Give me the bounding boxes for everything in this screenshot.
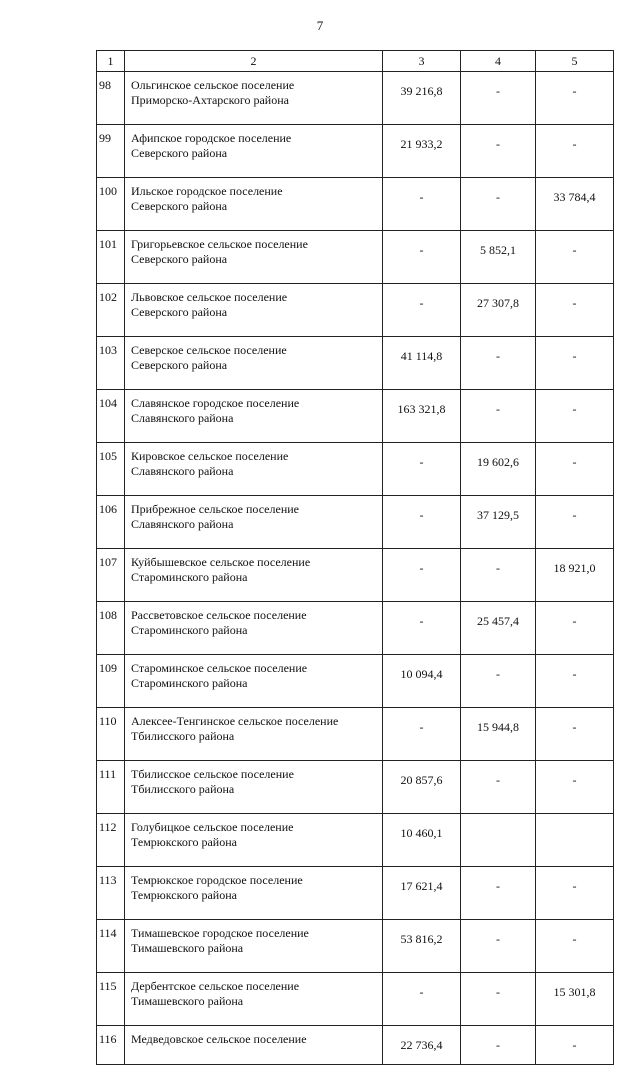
- table-row: [97, 920, 614, 973]
- value-col-4: 19 602,6: [461, 443, 536, 496]
- row-number: 111: [97, 761, 125, 814]
- settlement-name-line1: Рассветовское сельское поселение: [131, 608, 307, 622]
- value-col-5: -: [536, 390, 614, 443]
- settlement-name-line1: Львовское сельское поселение: [131, 290, 288, 304]
- settlement-name: [125, 814, 383, 867]
- row-number: 109: [97, 655, 125, 708]
- value-col-4: 27 307,8: [461, 284, 536, 337]
- row-number: 100: [97, 178, 125, 231]
- table-row: [97, 443, 614, 496]
- settlement-name-line2: Староминского района: [131, 676, 248, 690]
- value-col-4: -: [461, 337, 536, 390]
- value-col-3: 39 216,8: [383, 72, 461, 125]
- settlement-name-line1: Темрюкское городское поселение: [131, 873, 303, 887]
- settlement-name-line2: Староминского района: [131, 570, 248, 584]
- settlement-name-line2: Темрюкского района: [131, 835, 237, 849]
- header-cell: 4: [461, 51, 536, 72]
- row-number: 105: [97, 443, 125, 496]
- settlement-name: [125, 867, 383, 920]
- settlement-name-line2: Тимашевского района: [131, 994, 244, 1008]
- value-col-5: [536, 814, 614, 867]
- value-col-5: -: [536, 1026, 614, 1065]
- settlement-name-line2: Приморско-Ахтарского района: [131, 93, 289, 107]
- value-col-5: -: [536, 496, 614, 549]
- value-col-3: 10 460,1: [383, 814, 461, 867]
- value-col-5: -: [536, 231, 614, 284]
- value-col-4: -: [461, 390, 536, 443]
- table-row: [97, 761, 614, 814]
- value-col-3: 41 114,8: [383, 337, 461, 390]
- row-number: 116: [97, 1026, 125, 1065]
- settlement-name: [125, 761, 383, 814]
- settlement-name: [125, 496, 383, 549]
- settlement-name-line1: Дербентское сельское поселение: [131, 979, 300, 993]
- settlement-name-line1: Григорьевское сельское поселение: [131, 237, 308, 251]
- settlement-name-line1: Куйбышевское сельское поселение: [131, 555, 311, 569]
- header-cell: 1: [97, 51, 125, 72]
- value-col-5: -: [536, 284, 614, 337]
- settlement-name-line1: Ильское городское поселение: [131, 184, 283, 198]
- value-col-5: 15 301,8: [536, 973, 614, 1026]
- value-col-3: -: [383, 973, 461, 1026]
- value-col-4: -: [461, 1026, 536, 1065]
- settlement-name-line2: Северского района: [131, 305, 228, 319]
- settlement-name-line2: Северского района: [131, 199, 228, 213]
- value-col-4: -: [461, 655, 536, 708]
- table-row: [97, 72, 614, 125]
- settlement-name-line2: Северского района: [131, 358, 228, 372]
- settlement-name-line1: Ольгинское сельское поселение: [131, 78, 295, 92]
- value-col-5: -: [536, 125, 614, 178]
- value-col-4: 37 129,5: [461, 496, 536, 549]
- header-cell: 2: [125, 51, 383, 72]
- value-col-3: -: [383, 708, 461, 761]
- value-col-4: -: [461, 125, 536, 178]
- settlement-name: [125, 655, 383, 708]
- settlement-name: [125, 337, 383, 390]
- settlement-name-line1: Староминское сельское поселение: [131, 661, 308, 675]
- settlement-name: [125, 708, 383, 761]
- settlement-name-line2: Тимашевского района: [131, 941, 244, 955]
- value-col-4: 5 852,1: [461, 231, 536, 284]
- settlement-name-line2: Тбилисского района: [131, 729, 235, 743]
- settlement-name-line2: Славянского района: [131, 464, 234, 478]
- table-row: [97, 814, 614, 867]
- settlement-name-line1: Алексее-Тенгинское сельское поселение: [131, 714, 339, 728]
- table-row: [97, 390, 614, 443]
- settlement-name-line2: Темрюкского района: [131, 888, 237, 902]
- settlement-name-line2: Староминского района: [131, 623, 248, 637]
- row-number: 110: [97, 708, 125, 761]
- table-row: [97, 973, 614, 1026]
- table-header-row: [97, 51, 614, 72]
- table-row: [97, 337, 614, 390]
- table-row: [97, 549, 614, 602]
- settlement-name-line1: Афипское городское поселение: [131, 131, 292, 145]
- settlement-name-line1: Северское сельское поселение: [131, 343, 287, 357]
- value-col-3: -: [383, 443, 461, 496]
- settlement-name: [125, 549, 383, 602]
- settlement-name-line2: Северского района: [131, 252, 228, 266]
- settlement-name-line1: Тимашевское городское поселение: [131, 926, 309, 940]
- settlement-name-line1: Медведовское сельское поселение: [131, 1032, 307, 1046]
- settlement-name: [125, 72, 383, 125]
- settlement-name-line2: Славянского района: [131, 411, 234, 425]
- settlement-name-line1: Прибрежное сельское поселение: [131, 502, 299, 516]
- table-row: [97, 1026, 614, 1065]
- settlement-name: [125, 125, 383, 178]
- settlement-name: [125, 231, 383, 284]
- value-col-4: -: [461, 761, 536, 814]
- value-col-5: -: [536, 602, 614, 655]
- value-col-3: 163 321,8: [383, 390, 461, 443]
- settlement-name: [125, 178, 383, 231]
- table-row: [97, 496, 614, 549]
- row-number: 108: [97, 602, 125, 655]
- settlement-name: [125, 443, 383, 496]
- value-col-3: -: [383, 284, 461, 337]
- row-number: 104: [97, 390, 125, 443]
- header-cell: 5: [536, 51, 614, 72]
- value-col-3: 22 736,4: [383, 1026, 461, 1065]
- value-col-4: 25 457,4: [461, 602, 536, 655]
- page-number: 7: [316, 18, 324, 33]
- value-col-3: 53 816,2: [383, 920, 461, 973]
- row-number: 106: [97, 496, 125, 549]
- value-col-5: -: [536, 443, 614, 496]
- table-row: [97, 284, 614, 337]
- value-col-5: -: [536, 761, 614, 814]
- settlement-name-line1: Тбилисское сельское поселение: [131, 767, 294, 781]
- row-number: 114: [97, 920, 125, 973]
- settlement-name-line1: Кировское сельское поселение: [131, 449, 289, 463]
- row-number: 101: [97, 231, 125, 284]
- row-number: 102: [97, 284, 125, 337]
- row-number: 115: [97, 973, 125, 1026]
- value-col-4: -: [461, 973, 536, 1026]
- value-col-3: -: [383, 231, 461, 284]
- value-col-4: -: [461, 72, 536, 125]
- value-col-5: 33 784,4: [536, 178, 614, 231]
- header-cell: 3: [383, 51, 461, 72]
- value-col-3: -: [383, 496, 461, 549]
- table-row: [97, 602, 614, 655]
- table-row: [97, 655, 614, 708]
- value-col-3: -: [383, 178, 461, 231]
- row-number: 99: [97, 125, 125, 178]
- value-col-5: -: [536, 655, 614, 708]
- row-number: 112: [97, 814, 125, 867]
- settlement-name-line1: Голубицкое сельское поселение: [131, 820, 294, 834]
- settlement-name: [125, 920, 383, 973]
- value-col-4: -: [461, 178, 536, 231]
- row-number: 107: [97, 549, 125, 602]
- value-col-4: -: [461, 920, 536, 973]
- allocation-table: [96, 50, 614, 1065]
- value-col-5: -: [536, 920, 614, 973]
- value-col-4: [461, 814, 536, 867]
- value-col-3: 21 933,2: [383, 125, 461, 178]
- value-col-3: -: [383, 602, 461, 655]
- settlement-name: [125, 284, 383, 337]
- settlement-name: [125, 602, 383, 655]
- settlement-name-line2: Северского района: [131, 146, 228, 160]
- row-number: 98: [97, 72, 125, 125]
- value-col-3: -: [383, 549, 461, 602]
- table-row: [97, 231, 614, 284]
- table-row: [97, 178, 614, 231]
- settlement-name: [125, 390, 383, 443]
- value-col-3: 20 857,6: [383, 761, 461, 814]
- value-col-4: -: [461, 867, 536, 920]
- settlement-name: [125, 973, 383, 1026]
- table-row: [97, 708, 614, 761]
- row-number: 113: [97, 867, 125, 920]
- settlement-name-line1: Славянское городское поселение: [131, 396, 300, 410]
- value-col-4: 15 944,8: [461, 708, 536, 761]
- settlement-name-line2: Тбилисского района: [131, 782, 235, 796]
- table-row: [97, 125, 614, 178]
- table-row: [97, 867, 614, 920]
- value-col-4: -: [461, 549, 536, 602]
- value-col-5: -: [536, 72, 614, 125]
- settlement-name: [125, 1026, 383, 1065]
- settlement-name-line2: Славянского района: [131, 517, 234, 531]
- value-col-5: -: [536, 867, 614, 920]
- row-number: 103: [97, 337, 125, 390]
- value-col-3: 10 094,4: [383, 655, 461, 708]
- value-col-5: 18 921,0: [536, 549, 614, 602]
- value-col-5: -: [536, 708, 614, 761]
- value-col-3: 17 621,4: [383, 867, 461, 920]
- value-col-5: -: [536, 337, 614, 390]
